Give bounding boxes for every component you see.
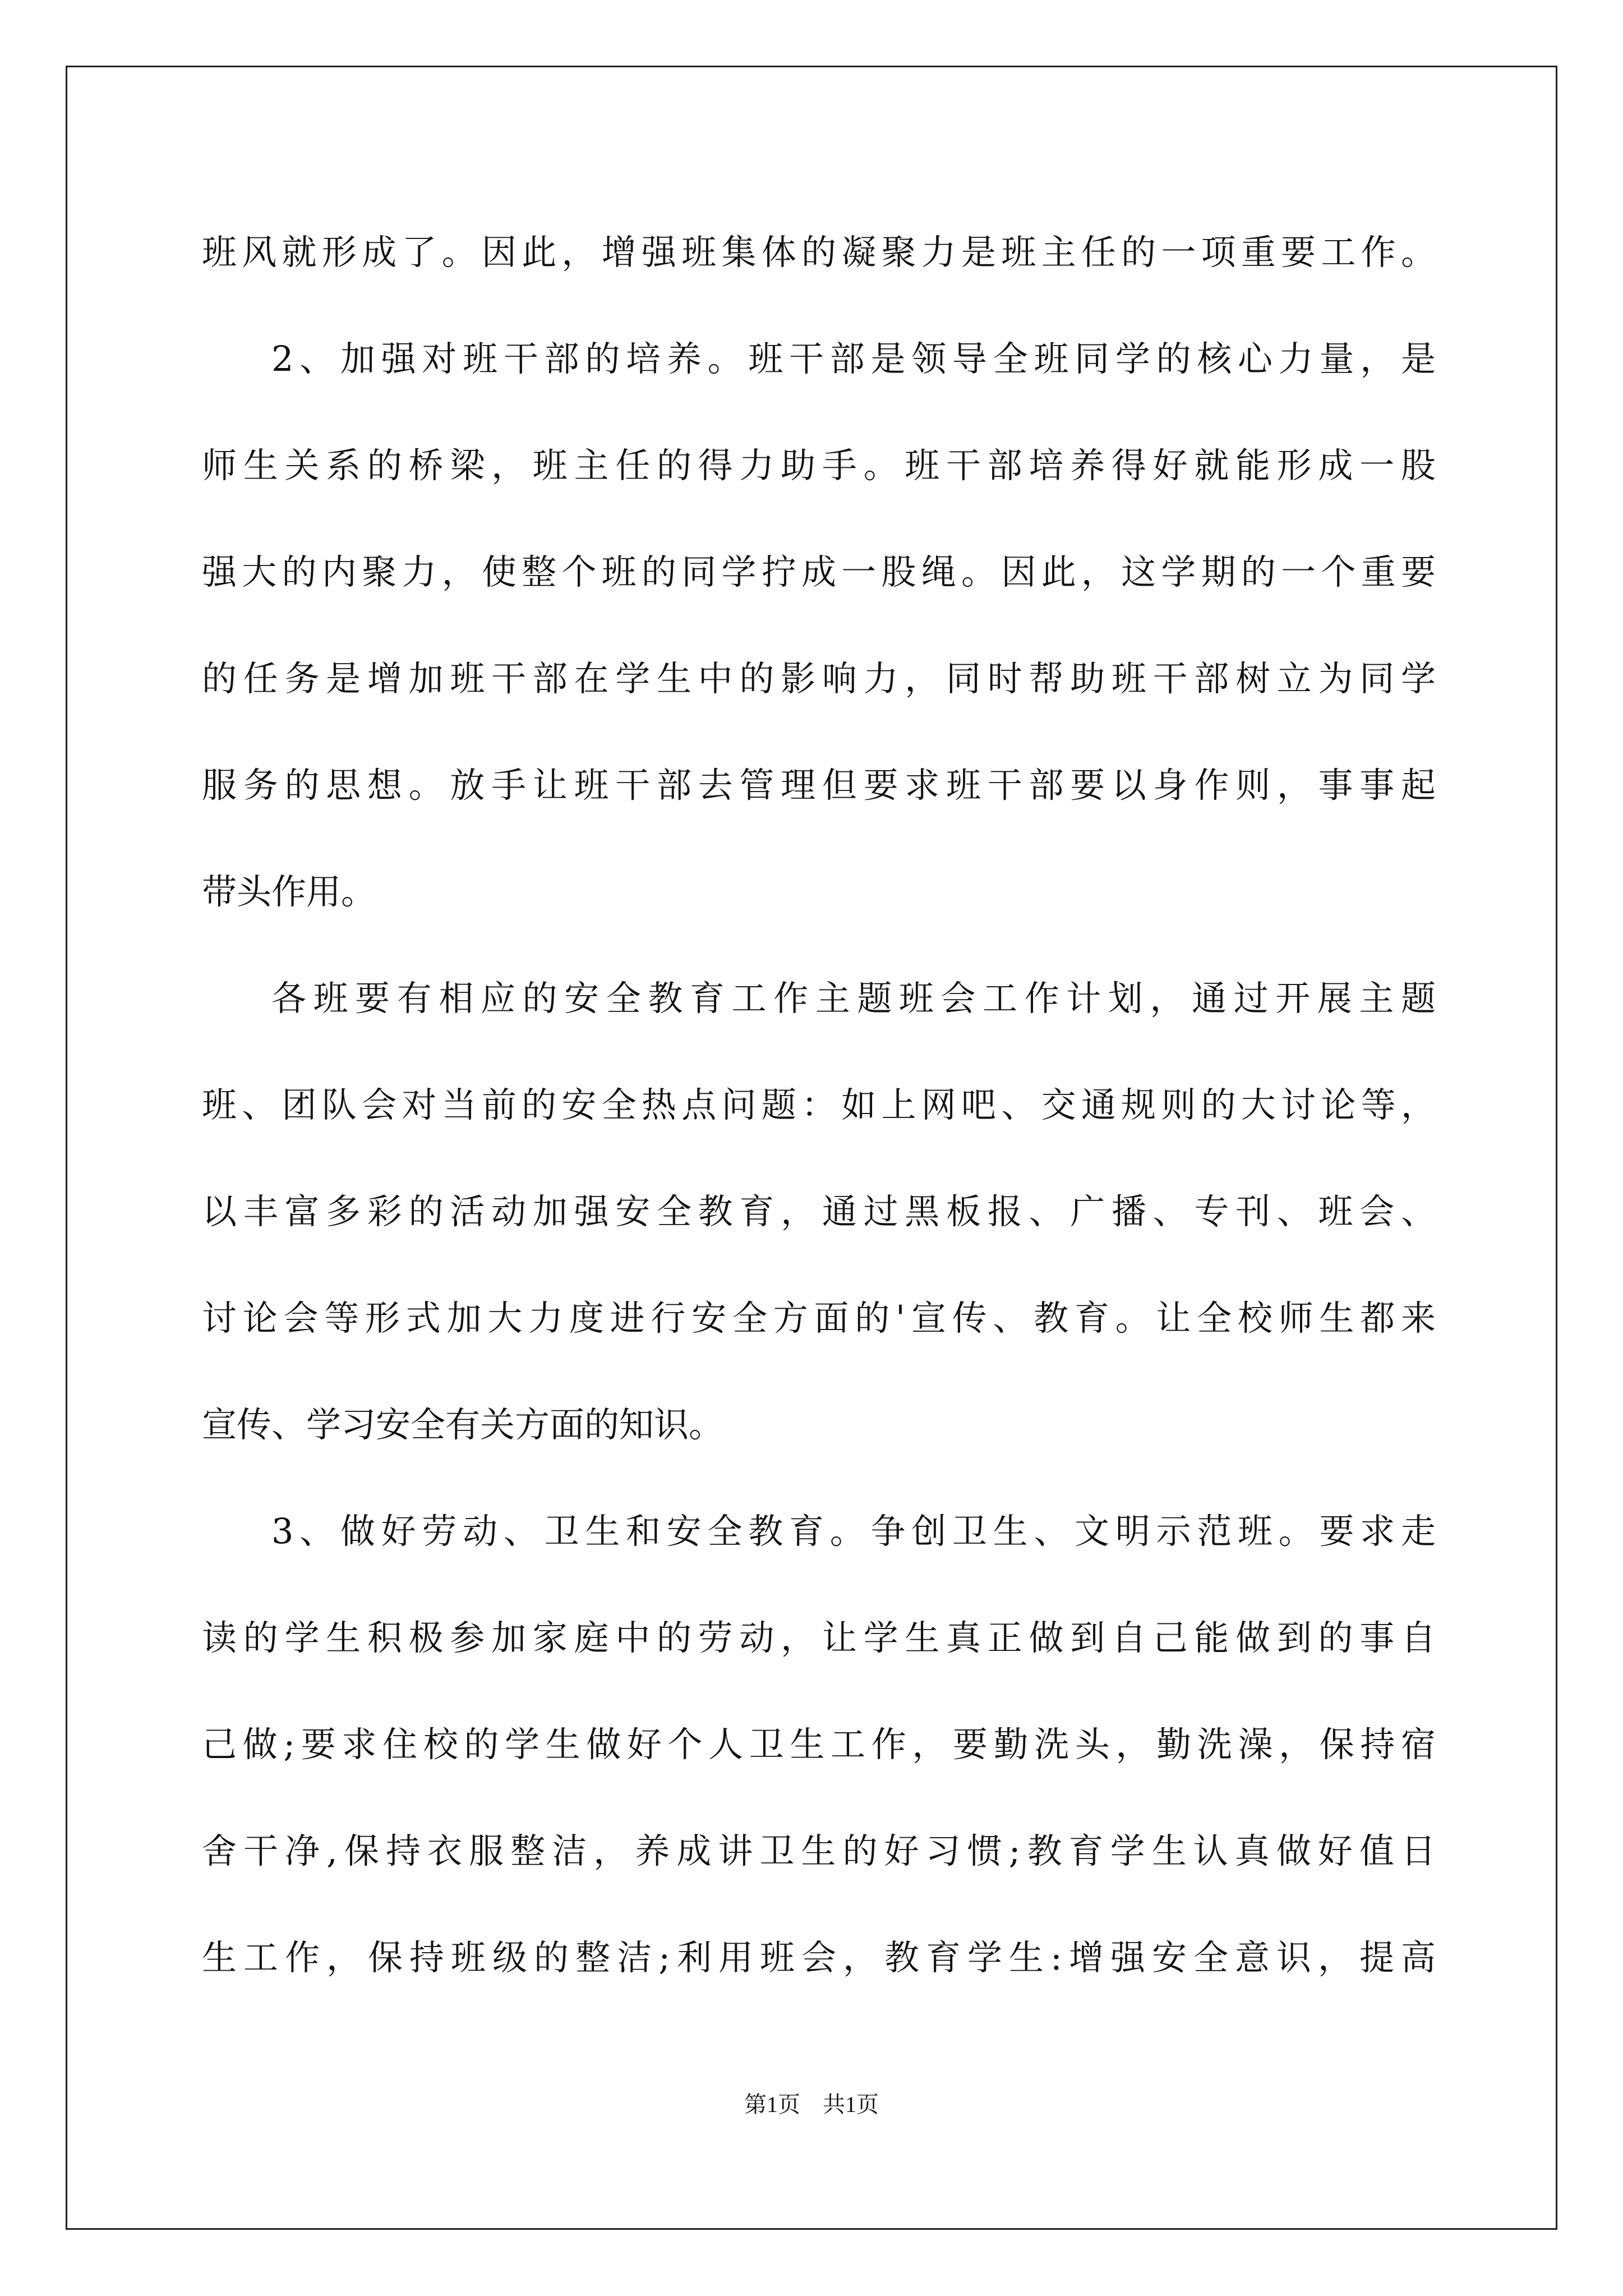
- text-line: 强大的内聚力，使整个班的同学拧成一股绳。因此，这学期的一个重要: [202, 551, 1436, 592]
- text-line: 服务的思想。放手让班干部去管理但要求班干部要以身作则，事事起: [202, 765, 1436, 806]
- text-line: 生工作，保持班级的整洁;利用班会，教育学生:增强安全意识，提高: [202, 1937, 1436, 1978]
- document-body: [202, 199, 1436, 2011]
- text-line: 班风就形成了。因此，增强班集体的凝聚力是班主任的一项重要工作。: [202, 232, 1436, 273]
- text-line: 讨论会等形式加大力度进行安全方面的'宣传、教育。让全校师生都来: [202, 1297, 1436, 1338]
- text-line: 己做;要求住校的学生做好个人卫生工作，要勤洗头，勤洗澡，保持宿: [202, 1724, 1436, 1765]
- text-line: 舍干净,保持衣服整洁，养成讲卫生的好习惯;教育学生认真做好值日: [202, 1830, 1436, 1871]
- text-line: 师生关系的桥梁，班主任的得力助手。班干部培养得好就能形成一股: [202, 445, 1436, 486]
- text-line: 带头作用。: [202, 871, 376, 912]
- page-number: 第1页 共1页: [744, 2092, 879, 2117]
- text-line: 2、加强对班干部的培养。班干部是领导全班同学的核心力量，是: [271, 338, 1436, 379]
- text-line: 宣传、学习安全有关方面的知识。: [202, 1404, 724, 1445]
- text-line: 以丰富多彩的活动加强安全教育，通过黑板报、广播、专刊、班会、: [202, 1191, 1436, 1232]
- text-line: 读的学生积极参加家庭中的劳动，让学生真正做到自己能做到的事自: [202, 1617, 1436, 1658]
- text-line: 各班要有相应的安全教育工作主题班会工作计划，通过开展主题: [271, 978, 1436, 1019]
- text-line: 班、团队会对当前的安全热点问题：如上网吧、交通规则的大讨论等，: [202, 1084, 1436, 1125]
- text-line: 3、做好劳动、卫生和安全教育。争创卫生、文明示范班。要求走: [271, 1511, 1436, 1552]
- text-line: 的任务是增加班干部在学生中的影响力，同时帮助班干部树立为同学: [202, 658, 1436, 699]
